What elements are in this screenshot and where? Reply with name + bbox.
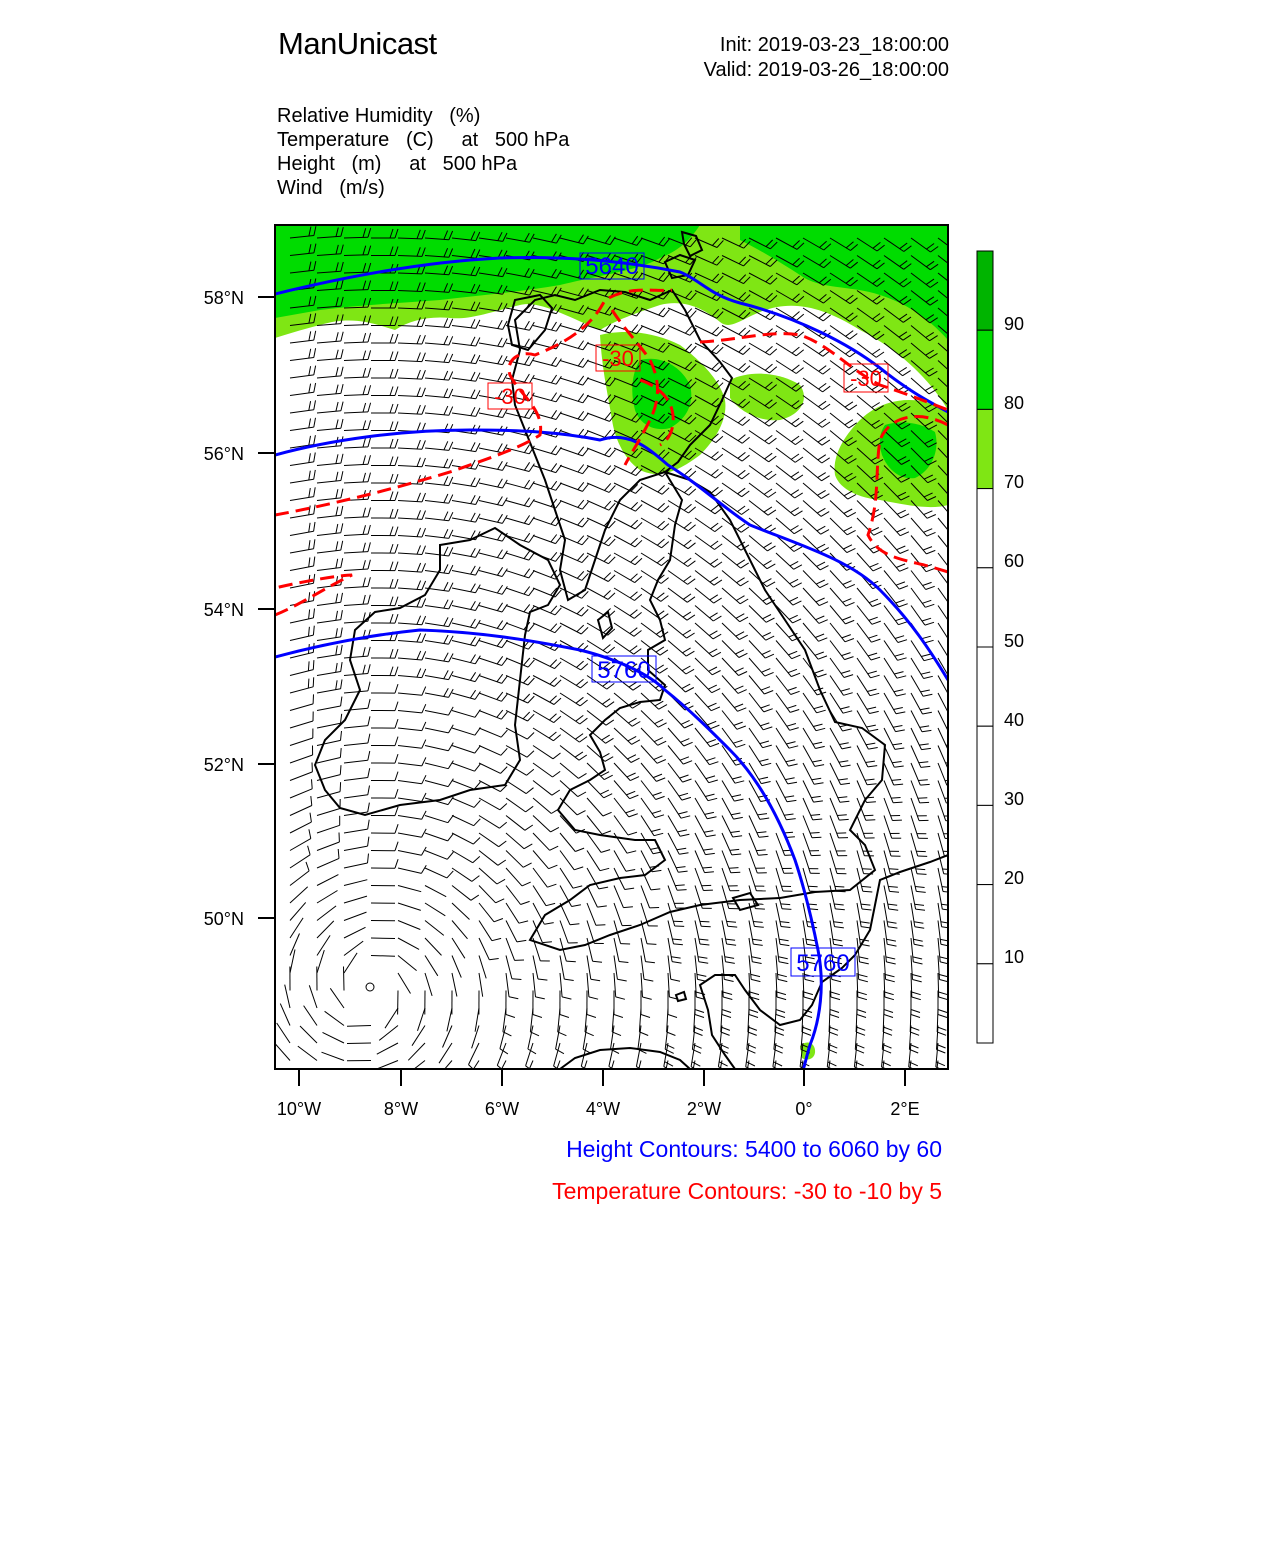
wind-barb-flag [677, 890, 687, 891]
wind-barb-flag [893, 802, 902, 803]
wind-barb-flag [956, 372, 964, 377]
temperature-contour-info: Temperature Contours: -30 to -10 by 5 [552, 1178, 942, 1204]
wind-barb-flag [863, 891, 873, 892]
field-wind: Wind (m/s) [277, 177, 385, 199]
wind-barb-flag [835, 886, 844, 887]
wind-barb-flag [957, 301, 965, 306]
wind-barb-flag [957, 283, 965, 288]
wind-barb-flag [952, 422, 961, 426]
height-label-5760-south: 5760 [796, 950, 850, 977]
wind-barb-flag [854, 1079, 863, 1083]
wind-barb-flag [952, 369, 960, 374]
wind-barb-flag [524, 1083, 531, 1089]
wind-barb-flag [745, 1084, 753, 1089]
wind-barb-flag [951, 641, 960, 643]
wind-barb-flag [675, 885, 685, 886]
wind-barb-flag [948, 655, 957, 657]
lon-label: 0° [795, 1099, 813, 1119]
lon-label: 2°E [890, 1099, 920, 1119]
colorbar-label: 80 [1004, 393, 1025, 413]
wind-barb-flag [955, 443, 964, 447]
wind-barb-flag [953, 569, 962, 572]
wind-barb-flag [920, 784, 929, 785]
wind-barb-flag [690, 1084, 698, 1089]
wind-barb [347, 1026, 371, 1027]
wind-barb-flag [512, 979, 522, 980]
wind-barb-flag [951, 493, 960, 497]
wind-barb-flag [731, 872, 741, 873]
wind-barb-flag [950, 695, 959, 697]
wind-barb-flag [954, 515, 963, 519]
wind-barb-flag [781, 904, 791, 905]
lat-label: 54°N [203, 600, 244, 620]
wind-barb-flag [812, 837, 821, 838]
colorbar [977, 251, 993, 1043]
colorbar-label: 30 [1004, 789, 1025, 809]
colorbar-segment [977, 964, 993, 1043]
colorbar-segment [977, 330, 993, 409]
wind-barb-flag [956, 336, 964, 341]
wind-barb-flag [607, 1084, 615, 1089]
wind-barb-flag [952, 333, 960, 338]
height-contour-info: Height Contours: 5400 to 6060 by 60 [566, 1136, 942, 1162]
wind-barb-flag [950, 511, 959, 515]
wind-barb-flag [953, 262, 961, 267]
colorbar-segment [977, 726, 993, 805]
colorbar-label: 50 [1004, 631, 1025, 651]
valid-time: Valid: 2019-03-26_18:00:00 [703, 59, 949, 81]
wind-barb-flag [755, 909, 765, 910]
wind-barb-flag [854, 1084, 862, 1088]
wind-barb-flag [647, 944, 656, 945]
wind-barb-flag [864, 815, 873, 816]
colorbar-segment [977, 805, 993, 884]
wind-barb-flag [596, 925, 606, 926]
wind-barb-flag [957, 265, 965, 270]
wind-barb-flag [691, 1079, 699, 1084]
wind-barb-flag [717, 1084, 725, 1089]
wind-barb-flag [949, 601, 958, 604]
wind-barb-flag [950, 677, 959, 679]
field-temperature: Temperature (C) at 500 hPa [277, 129, 570, 151]
lat-label: 52°N [203, 755, 244, 775]
wind-barb-flag [308, 661, 309, 670]
wind-barb-flag [953, 315, 961, 320]
wind-barb-flag [950, 529, 959, 532]
wind-barb-flag [340, 782, 341, 792]
colorbar-segment [977, 568, 993, 647]
colorbar-segment [977, 885, 993, 964]
wind-barb-flag [635, 1084, 643, 1089]
wind-barb-flag [313, 677, 314, 687]
colorbar-segment [977, 409, 993, 488]
temperature-label-central: -30 [602, 346, 634, 371]
wind-barb-flag [881, 1079, 890, 1083]
colorbar-label: 40 [1004, 710, 1025, 730]
wind-barb-flag [664, 1079, 672, 1084]
wind-barb-flag [312, 779, 313, 789]
wind-barb-flag [839, 819, 849, 820]
wind-barb-flag [948, 749, 957, 750]
lon-label: 4°W [585, 1099, 621, 1119]
wind-barb-flag [580, 1083, 588, 1089]
colorbar-segment [977, 489, 993, 568]
wind-barb [371, 956, 395, 957]
wind-barb-flag [466, 1081, 472, 1088]
wind-barb-flag [952, 587, 961, 590]
wind-barb-flag [889, 869, 898, 870]
wind-barb-flag [313, 660, 314, 670]
wind-barb-flag [951, 440, 960, 444]
wind-barb-flag [936, 1079, 945, 1083]
wind-barb-flag [746, 1079, 754, 1084]
lon-label: 2°W [686, 1099, 722, 1119]
wind-barb-flag [754, 904, 763, 905]
wind-barb-flag [956, 390, 964, 395]
colorbar-label: 60 [1004, 551, 1025, 571]
lon-label: 10°W [276, 1099, 322, 1119]
colorbar-label: 10 [1004, 947, 1025, 967]
wind-barb-flag [955, 426, 964, 430]
wind-barb-flag [729, 868, 739, 869]
wind-barb-flag [953, 280, 961, 285]
colorbar-segment [977, 251, 993, 330]
wind-barb-flag [340, 765, 341, 774]
wind-barb-flag [917, 874, 927, 875]
wind-barb-flag [908, 1084, 917, 1088]
wind-barb-flag [782, 909, 791, 910]
wind-barb-flag [700, 921, 710, 922]
lon-label: 8°W [383, 1099, 419, 1119]
wind-barb-flag [916, 869, 926, 870]
colorbar-label: 20 [1004, 868, 1025, 888]
colorbar-label: 90 [1004, 314, 1025, 334]
wind-barb-flag [949, 583, 958, 586]
init-time: Init: 2019-03-23_18:00:00 [719, 34, 949, 56]
wind-barb-flag [953, 297, 961, 302]
wind-barb-flag [957, 247, 965, 252]
wind-barb [347, 1043, 371, 1044]
wind-barb-flag [552, 1083, 559, 1089]
wind-barb-flag [949, 713, 958, 715]
wind-barb-flag [918, 780, 927, 781]
wind-barb-flag [891, 798, 900, 799]
wind-barb-flag [954, 479, 963, 483]
wind-barb-flag [701, 926, 711, 927]
wind-barb-flag [949, 731, 958, 732]
wind-barb [344, 967, 345, 991]
temperature-label-west: -30 [494, 384, 526, 409]
wind-barb-flag [951, 659, 960, 661]
wind-barb-flag [952, 623, 961, 626]
wind-barb-flag [837, 815, 847, 816]
wind-barb-flag [952, 351, 960, 356]
wind-barb-flag [955, 461, 964, 465]
lat-label: 56°N [203, 444, 244, 464]
wind-barb-flag [952, 386, 960, 391]
wind-barb-flag [920, 802, 929, 803]
wind-barb-flag [950, 547, 959, 550]
wind-barb-flag [956, 354, 964, 359]
lat-label: 58°N [203, 288, 244, 308]
wind-barb-flag [810, 833, 820, 834]
height-label-5760-north: 5760 [597, 657, 651, 684]
wind-barb-flag [949, 619, 958, 622]
wind-barb-flag [909, 1079, 918, 1083]
longitude-axis [299, 1069, 905, 1086]
wind-barb-flag [756, 850, 765, 851]
wind-barb-flag [953, 533, 962, 537]
wind-barb-flag [826, 1084, 834, 1088]
wind-barb-flag [718, 1079, 726, 1084]
wind-barb-flag [935, 1084, 944, 1088]
wind-barb-flag [956, 318, 964, 323]
wind-barb-flag [827, 1079, 836, 1083]
latitude-axis [258, 297, 275, 918]
wind-barb-flag [945, 780, 954, 781]
wind-barb-flag [951, 476, 960, 480]
wind-barb-flag [495, 1082, 502, 1089]
chart-title: ManUnicast [278, 26, 437, 61]
wind-barb-flag [866, 820, 876, 821]
wind-barb-flag [951, 458, 960, 462]
wind-barb-flag [953, 551, 962, 554]
wind-barb-flag [948, 637, 957, 639]
wind-barb-flag [566, 961, 576, 962]
wind-barb-flag [953, 244, 961, 249]
wind-barb-flag [881, 1084, 890, 1088]
wind-barb [371, 938, 395, 939]
colorbar-label: 70 [1004, 472, 1025, 492]
field-height: Height (m) at 500 hPa [277, 153, 518, 175]
wind-barb-flag [950, 565, 959, 568]
wind-barb-flag [952, 404, 960, 408]
wind-barb-flag [308, 679, 309, 689]
wind-barb-flag [954, 497, 963, 501]
lon-label: 6°W [484, 1099, 520, 1119]
field-rh: Relative Humidity (%) [277, 105, 481, 127]
colorbar-segment [977, 647, 993, 726]
wind-barb-flag [952, 605, 961, 608]
lat-label: 50°N [203, 909, 244, 929]
wind-barb-flag [955, 408, 963, 413]
height-label-5640: 5640 [585, 253, 639, 280]
wind-barb-flag [758, 855, 767, 856]
wind-barb-flag [772, 1084, 780, 1089]
wind-barb-flag [773, 1079, 781, 1084]
wind-barb-flag [663, 1084, 671, 1089]
temperature-label-east: -30 [850, 366, 882, 391]
